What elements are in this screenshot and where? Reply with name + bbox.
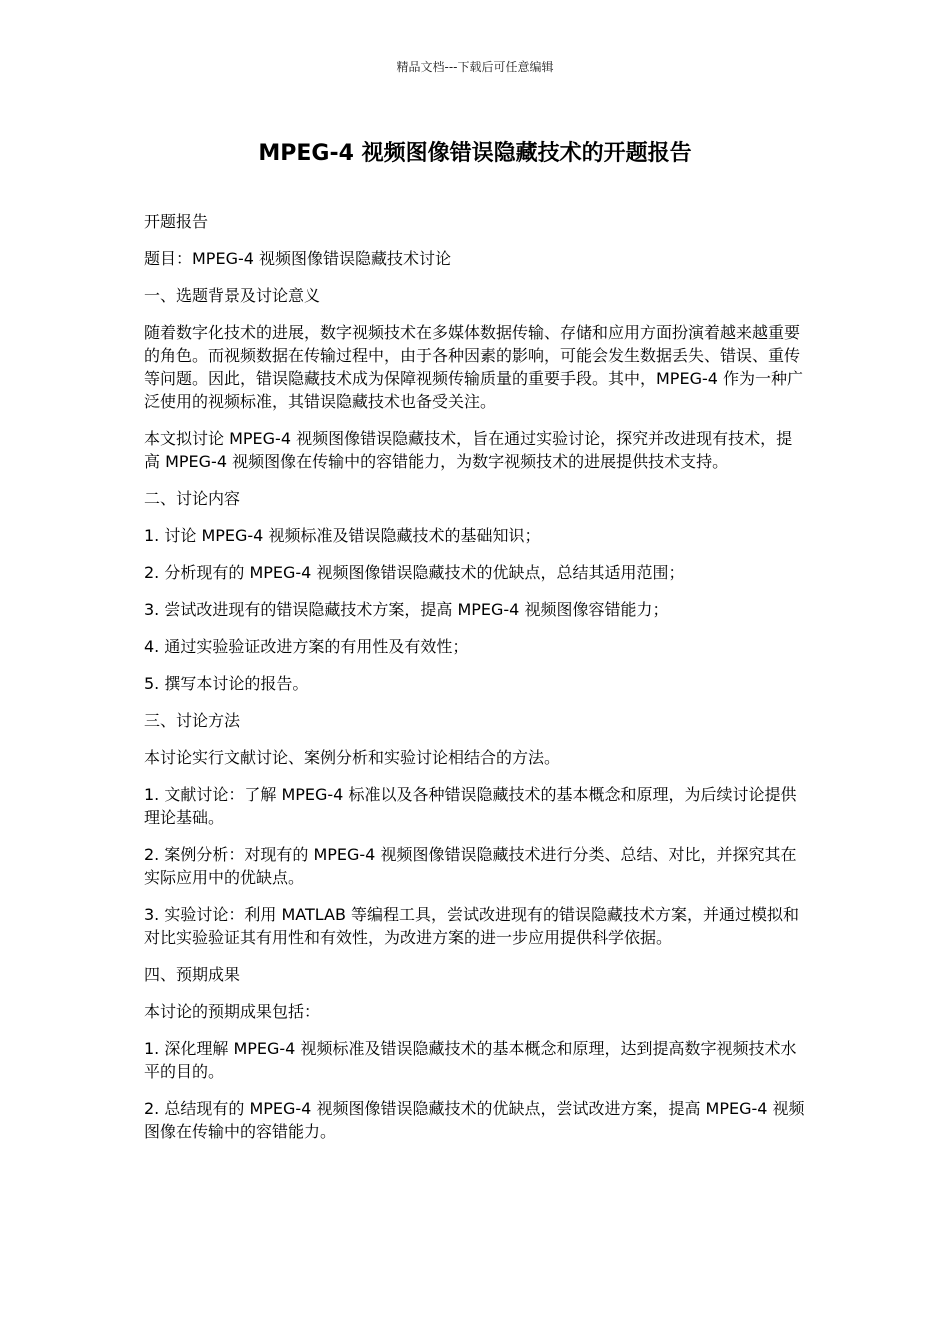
content-item-4: 4. 通过实验验证改进方案的有用性及有效性； xyxy=(144,637,469,656)
paragraph-method-intro: 本讨论实行文献讨论、案例分析和实验讨论相结合的方法。 xyxy=(144,748,561,767)
results-item-1: 1. 深化理解 MPEG-4 视频标准及错误隐藏技术的基本概念和原理，达到提高数字视频技术水平的目的。 xyxy=(144,1039,797,1081)
heading-background: 一、选题背景及讨论意义 xyxy=(144,286,321,305)
method-item-1: 1. 文献讨论：了解 MPEG-4 标准以及各种错误隐藏技术的基本概念和原理，为后续讨论提供理论基础。 xyxy=(144,785,797,827)
results-item-2: 2. 总结现有的 MPEG-4 视频图像错误隐藏技术的优缺点，尝试改进方案，提高 MPEG-4 视频图像在传输中的容错能力。 xyxy=(144,1099,805,1141)
paragraph-background-2: 本文拟讨论 MPEG-4 视频图像错误隐藏技术，旨在通过实验讨论，探究并改进现有技术，提高 MPEG-4 视频图像在传输中的容错能力，为数字视频技术的进展提供技术支持。 xyxy=(144,429,793,471)
header-note: 精品文档---下载后可任意编辑 xyxy=(396,60,554,74)
document-title: MPEG-4 视频图像错误隐藏技术的开题报告 xyxy=(258,141,692,166)
heading-results: 四、预期成果 xyxy=(144,965,241,984)
content-item-3: 3. 尝试改进现有的错误隐藏技术方案，提高 MPEG-4 视频图像容错能力； xyxy=(144,600,669,619)
section-label-proposal: 开题报告 xyxy=(144,212,209,231)
topic-line: 题目：MPEG-4 视频图像错误隐藏技术讨论 xyxy=(144,249,452,268)
document-body xyxy=(144,210,808,1157)
content-item-5: 5. 撰写本讨论的报告。 xyxy=(144,674,309,693)
method-item-2: 2. 案例分析：对现有的 MPEG-4 视频图像错误隐藏技术进行分类、总结、对比，并探究其在实际应用中的优缺点。 xyxy=(144,845,797,887)
method-item-3: 3. 实验讨论：利用 MATLAB 等编程工具，尝试改进现有的错误隐藏技术方案，并通过模拟和对比实验验证其有用性和有效性，为改进方案的进一步应用提供科学依据。 xyxy=(144,905,800,947)
content-item-2: 2. 分析现有的 MPEG-4 视频图像错误隐藏技术的优缺点，总结其适用范围； xyxy=(144,563,685,582)
paragraph-results-intro: 本讨论的预期成果包括： xyxy=(144,1002,321,1021)
content-item-1: 1. 讨论 MPEG-4 视频标准及错误隐藏技术的基础知识； xyxy=(144,526,541,545)
paragraph-background-1: 随着数字化技术的进展，数字视频技术在多媒体数据传输、存储和应用方面扮演着越来越重要的角色。而视频数据在传输过程中，由于各种因素的影响，可能会发生数据丢失、错误、重传等问题。因此，错误隐藏技术成为保障视频传输质量的重要手段。其中，MPEG-4 作为一种广泛使用的视频标准，其错误隐藏技术也备受关注。 xyxy=(144,323,804,411)
heading-method: 三、讨论方法 xyxy=(144,711,241,730)
heading-content: 二、讨论内容 xyxy=(144,489,241,508)
